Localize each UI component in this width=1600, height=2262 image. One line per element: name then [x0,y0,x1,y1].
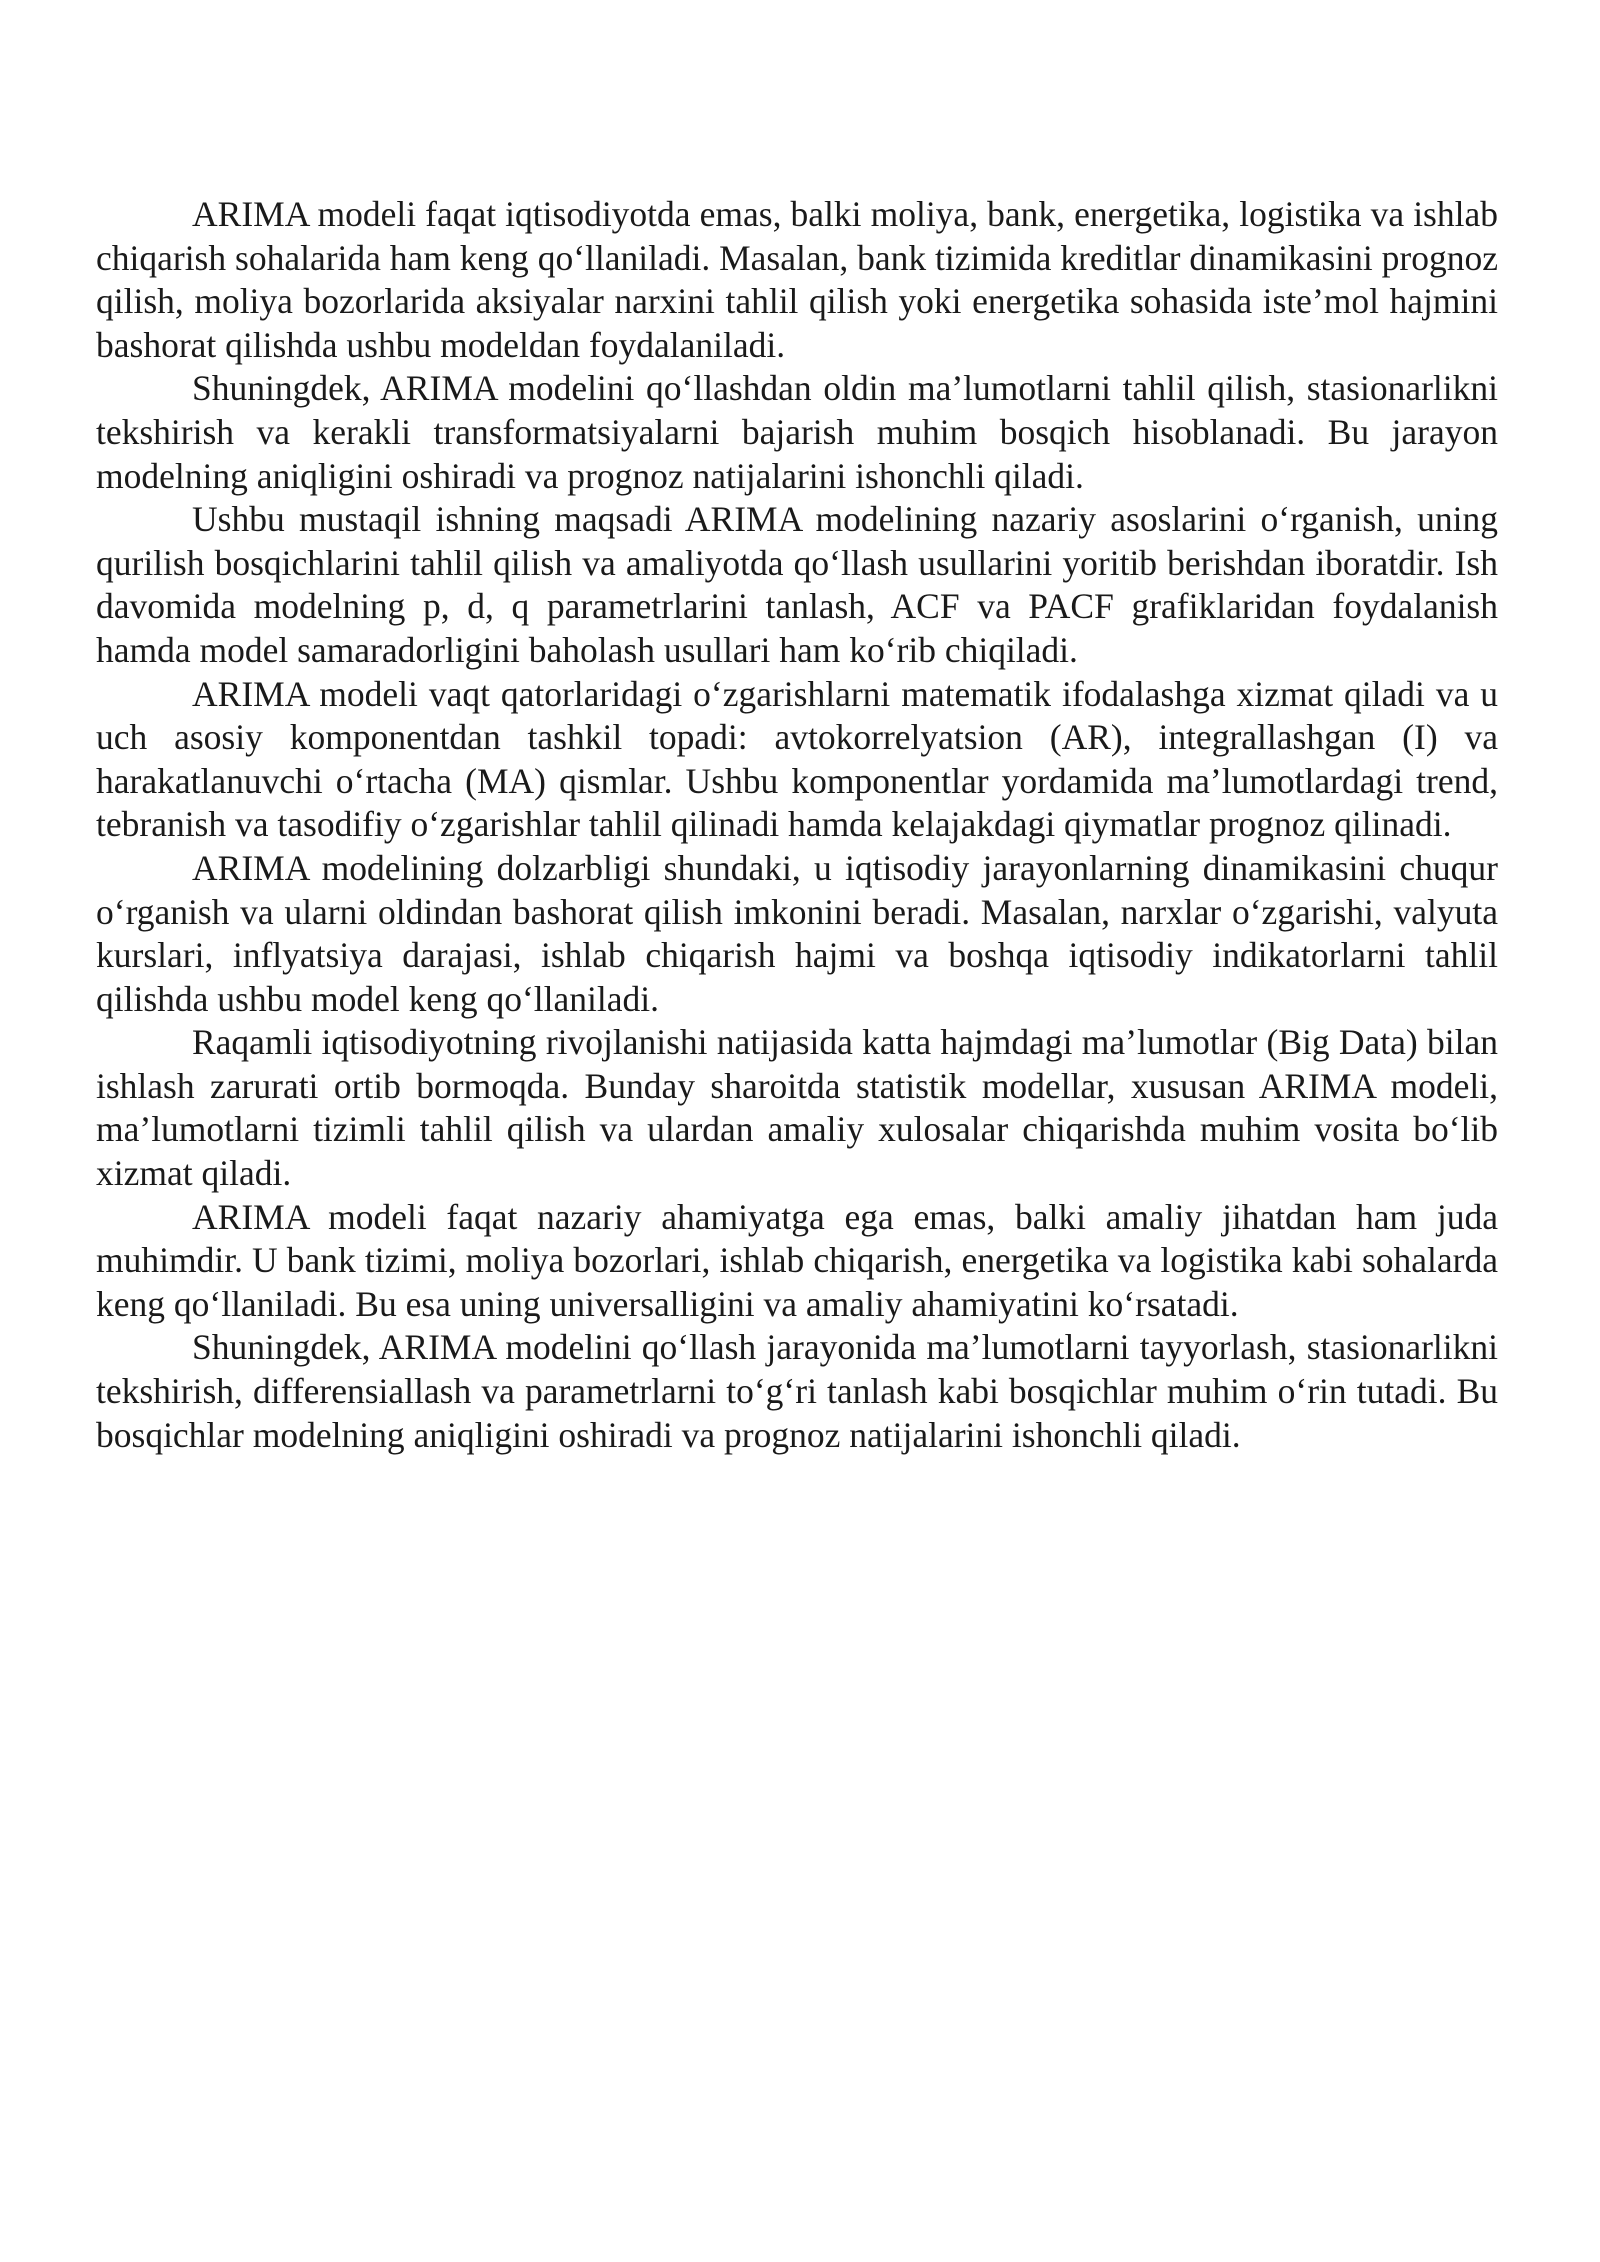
paragraph: ARIMA modeli faqat iqtisodiyotda emas, balki moliya, bank, energetika, logistika va ishlab chiqarish sohalarida ham keng qo‘llaniladi. Masalan, bank tizimida kreditlar dinamikasini prognoz qilish, moliya bozorlarida aksiyalar narxini tahlil qilish yoki energetika sohasida iste’mol hajmini bashorat qilishda ushbu modeldan foydalaniladi. [96,194,1498,365]
paragraph: Ushbu mustaqil ishning maqsadi ARIMA modelining nazariy asoslarini o‘rganish, uning qurilish bosqichlarini tahlil qilish va amaliyotda qo‘llash usullarini yoritib berishdan iboratdir. Ish davomida modelning p, d, q parametrlarini tanlash, ACF va PACF grafiklaridan foydalanish hamda model samaradorligini baholash usullari ham ko‘rib chiqiladi. [96,499,1498,670]
paragraph: ARIMA modeli vaqt qatorlaridagi o‘zgarishlarni matematik ifodalashga xizmat qiladi va u uch asosiy komponentdan tashkil topadi: avtokorrelyatsion (AR), integrallashgan (I) va harakatlanuvchi o‘rtacha (MA) qismlar. Ushbu komponentlar yordamida ma’lumotlardagi trend, tebranish va tasodifiy o‘zgarishlar tahlil qilinadi hamda kelajakdagi qiymatlar prognoz qilinadi. [96,673,1498,845]
paragraph: ARIMA modeli faqat nazariy ahamiyatga ega emas, balki amaliy jihatdan ham juda muhimdir. U bank tizimi, moliya bozorlari, ishlab chiqarish, energetika va logistika kabi sohalarda keng qo‘llaniladi. Bu esa uning universalligini va amaliy ahamiyatini ko‘rsatadi. [96,1196,1498,1324]
paragraph: Raqamli iqtisodiyotning rivojlanishi natijasida katta hajmdagi ma’lumotlar (Big Data) bilan ishlash zarurati ortib bormoqda. Bunday sharoitda statistik modellar, xususan ARIMA modeli, ma’lumotlarni tizimli tahlil qilish va ulardan amaliy xulosalar chiqarishda muhim vosita bo‘lib xizmat qiladi. [96,1022,1498,1194]
paragraph: Shuningdek, ARIMA modelini qo‘llash jarayonida ma’lumotlarni tayyorlash, stasionarlikni tekshirish, differensiallash va parametrlarni to‘g‘ri tanlash kabi bosqichlar muhim o‘rin tutadi. Bu bosqichlar modelning aniqligini oshiradi va prognoz natijalarini ishonchli qiladi. [96,1327,1498,1455]
paragraph: ARIMA modelining dolzarbligi shundaki, u iqtisodiy jarayonlarning dinamikasini chuqur o‘rganish va ularni oldindan bashorat qilish imkonini beradi. Masalan, narxlar o‘zgarishi, valyuta kurslari, inflyatsiya darajasi, ishlab chiqarish hajmi va boshqa iqtisodiy indikatorlarni tahlil qilishda ushbu model keng qo‘llaniladi. [96,847,1498,1019]
document-body [96,193,1498,1457]
paragraph: Shuningdek, ARIMA modelini qo‘llashdan oldin ma’lumotlarni tahlil qilish, stasionarlikni tekshirish va kerakli transformatsiyalarni bajarish muhim bosqich hisoblanadi. Bu jarayon modelning aniqligini oshiradi va prognoz natijalarini ishonchli qiladi. [96,368,1498,496]
